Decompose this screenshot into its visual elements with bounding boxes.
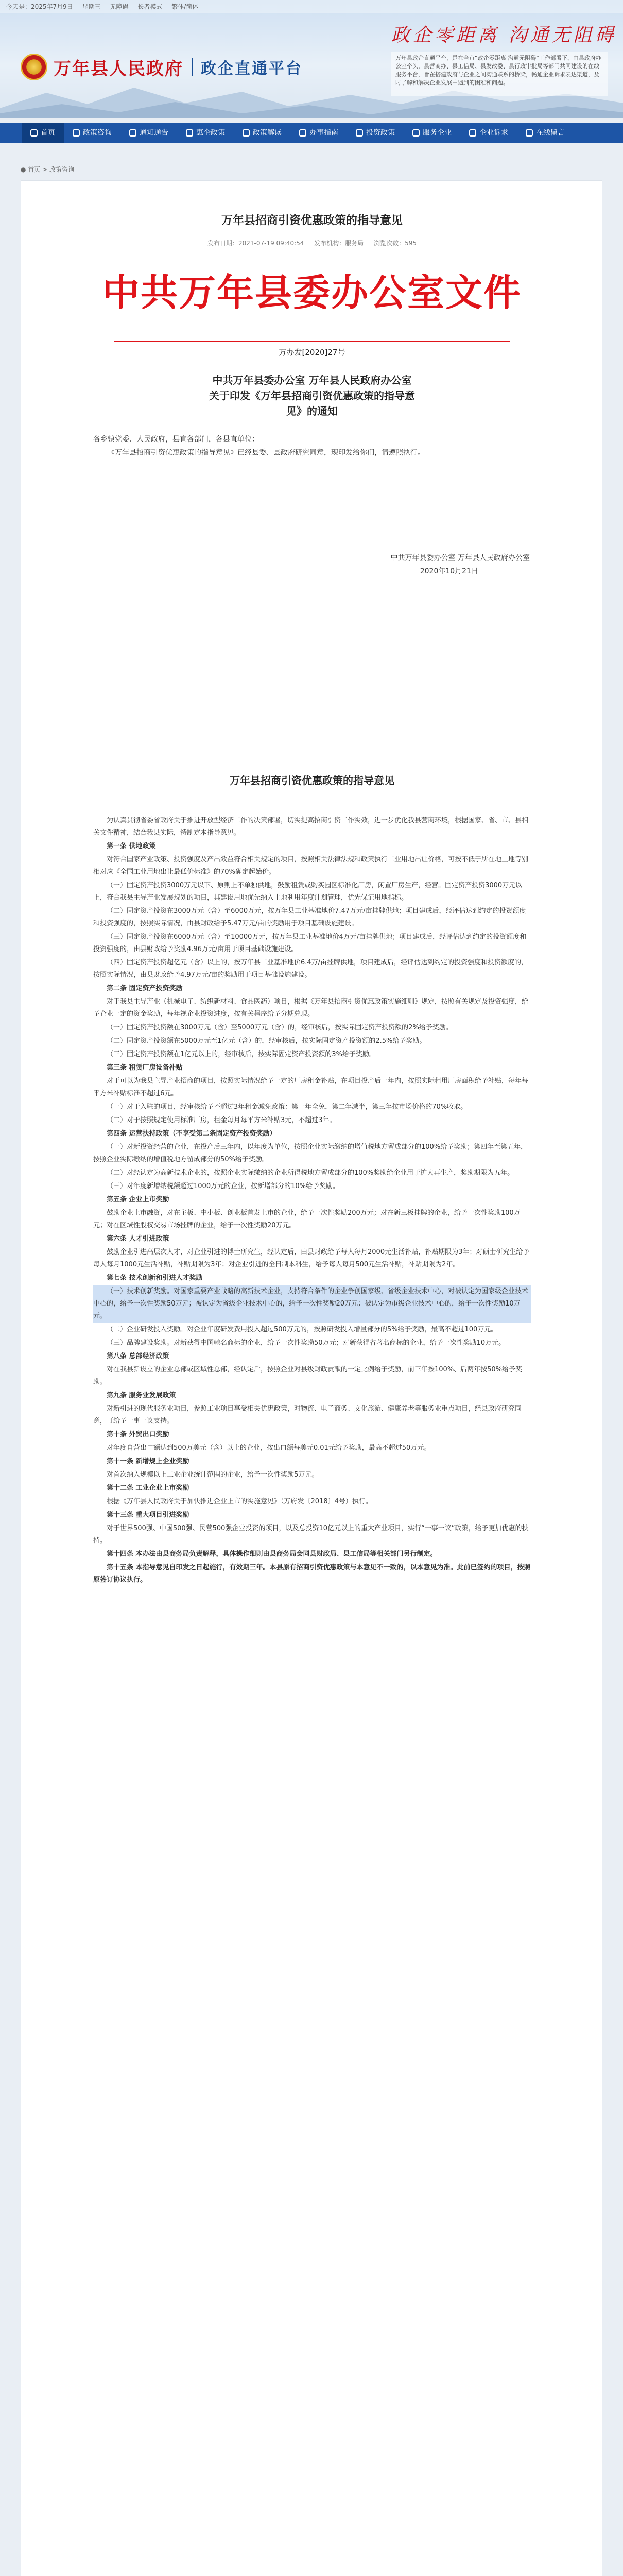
guide-icon bbox=[299, 129, 306, 137]
nav-home[interactable] bbox=[22, 123, 64, 143]
nav-notices[interactable] bbox=[120, 123, 177, 143]
nav-label: 在线留言 bbox=[536, 129, 565, 137]
nav-label: 惠企政策 bbox=[196, 129, 225, 137]
notice-text: 《万年县招商引资优惠政策的指导意见》已经县委、县政府研究同意，现印发给你们，请遵照执行。 bbox=[108, 449, 425, 457]
publish-date: 发布日期：2021-07-19 09:40:54 bbox=[207, 240, 304, 247]
top-bar bbox=[0, 0, 623, 13]
article-paragraph: 鼓励企业引进高层次人才，对企业引进的博士研究生，经认定后，由县财政给予每人每月2000元生活补贴，补贴期限为3年；对硕士研究生给予每人每月1000元生活补贴，补贴期限为3年；对企业引进的全日制本科生，给予每人每月500元生活补贴，补贴期限为2年。 bbox=[93, 1248, 530, 1268]
document-number: 万办发[2020]27号 bbox=[279, 348, 345, 357]
national-emblem-icon bbox=[21, 54, 47, 80]
nav-label: 服务企业 bbox=[423, 129, 452, 137]
article-paragraph: 根据《万年县人民政府关于加快推进企业上市的实施意见》（万府发〔2018〕4号）执行。 bbox=[107, 1498, 372, 1505]
article-panel bbox=[21, 180, 602, 2576]
service-icon bbox=[412, 129, 420, 137]
site-name: 万年县人民政府 bbox=[54, 58, 183, 79]
policy-icon bbox=[73, 129, 80, 137]
article-paragraph: （三）对年度新增纳税额超过1000万元的企业，按新增部分的10%给予奖励。 bbox=[107, 1182, 339, 1190]
article-paragraph: （一）固定资产投资3000万元以下、原则上不单独供地，鼓励租赁或购买园区标准化厂房，闲置厂房生产，经营。固定资产投资3000万元以上，符合我县主导产业发展规划的项目，其建设用地优先纳入土地利用年度计划管理，优先保证用地指标。 bbox=[93, 882, 523, 902]
platform-name: 政企直通平台 bbox=[201, 60, 303, 78]
view-count: 浏览次数：595 bbox=[374, 240, 417, 247]
article-paragraph: 对于可以为我县主导产业招商的项目，按照实际情况给予一定的厂房租金补贴，在项目投产后一年内，按照实际租用厂房面积给予补贴，每年每平方米补贴标准不超过6元。 bbox=[93, 1077, 529, 1097]
article-body bbox=[93, 815, 531, 1587]
nav-label: 首页 bbox=[41, 129, 55, 137]
article-paragraph: （一）技术创新奖励。对国家重要产业战略的高新技术企业，支持符合条件的企业争创国家级、省级企业技术中心，对被认定为国家级企业技术中心的，给予一次性奖励50万元；被认定为省级企业技术中心的，给予一次性奖励20万元；被认定为市级企业技术中心的，给予一次性奖励10万元。 bbox=[93, 1285, 531, 1323]
addressee: 各乡镇党委、人民政府，县直各部门，各县直单位： bbox=[93, 435, 259, 444]
article-paragraph: 对在我县新设立的企业总部或区域性总部，经认定后，按照企业对县级财政贡献的一定比例给予奖励，前三年按100%、后两年按50%给予奖励。 bbox=[93, 1366, 523, 1386]
section-heading: 第八条 总部经济政策 bbox=[107, 1352, 169, 1360]
nav-label: 办事指南 bbox=[309, 129, 338, 137]
location-icon: ● bbox=[21, 166, 26, 173]
site-header bbox=[0, 0, 623, 118]
appeal-icon bbox=[469, 129, 476, 137]
nav-label: 投资政策 bbox=[366, 129, 395, 137]
section-heading: 第五条 企业上市奖励 bbox=[107, 1196, 169, 1204]
interpret-icon bbox=[243, 129, 250, 137]
article-paragraph: （一）对新投资经营的企业，在投产后三年内，以年度为单位，按照企业实际缴纳的增值税地方留成部分的100%给予奖励；第四年至第五年，按照企业实际缴纳的增值税地方留成部分的50%给予奖励。 bbox=[93, 1143, 528, 1163]
breadcrumb bbox=[21, 165, 74, 174]
article-paragraph: （二）对于按照规定使用标准厂房，租金每月每平方米补贴3元，不超过3年。 bbox=[107, 1116, 336, 1124]
page-title: 万年县招商引资优惠政策的指导意见 bbox=[221, 214, 403, 227]
section-heading: 第二条 固定资产投资奖励 bbox=[107, 985, 183, 992]
nav-invest-policy[interactable] bbox=[347, 123, 404, 143]
document-title-line: 中共万年县委办公室 万年县人民政府办公室 bbox=[212, 374, 412, 386]
benefit-icon bbox=[186, 129, 193, 137]
red-header-rule bbox=[114, 341, 510, 342]
platform-intro: 万年县政企直通平台，是在全市“政企零距离·沟通无阻碍”工作部署下，由县政府办公室牵头，县营商办、县工信局、县发改委、县行政审批局等部门共同建设的在线服务平台，旨在搭建政府与企业之间沟通联系的桥梁，畅通企业诉求表达渠道，及时了解和解决企业发展中遇到的困难和问题。 bbox=[391, 52, 608, 96]
article-paragraph: 对于我县主导产业（机械电子、纺织新材料、食品医药）项目，根据《万年县招商引资优惠政策实施细则》规定，按照有关规定及投资强度，给予企业一定的资金奖励，每年视企业投资进度，按有关程序给予分期兑现。 bbox=[93, 998, 529, 1018]
date-text: 今天是：2025年7月9日 bbox=[6, 3, 73, 10]
weekday-text: 星期三 bbox=[82, 3, 101, 10]
notice-icon bbox=[129, 129, 136, 137]
section-heading: 第七条 技术创新和引进人才奖励 bbox=[107, 1274, 203, 1282]
section-heading: 第十条 外贸出口奖励 bbox=[107, 1431, 169, 1438]
article-paragraph: 对新引进的现代服务业项目，参照工业项目享受相关优惠政策，对物流、电子商务、文化旅游、健康养老等服务业重点项目，经县政府研究同意，可给予一事一议支持。 bbox=[93, 1405, 522, 1425]
section-heading: 第十一条 新增规上企业奖励 bbox=[107, 1458, 189, 1465]
article-paragraph: （三）固定资产投资额在1亿元以上的，经审核后，按实际固定资产投资额的3%给予奖励。 bbox=[107, 1050, 376, 1058]
nav-online-message[interactable] bbox=[517, 123, 574, 143]
signer: 中共万年县委办公室 万年县人民政府办公室 bbox=[390, 554, 530, 562]
section-heading: 第四条 运营扶持政策（不享受第二条固定资产投资奖励） bbox=[107, 1130, 276, 1138]
article-paragraph: （三）固定资产投资在6000万元（含）至10000万元，按万年县工业基准地价4万元/亩挂牌供地；项目建成后，经评估达到约定的投资额度和投资强度的，由县财政给予奖励4.96万元/亩用于项目基础设施建设。 bbox=[93, 933, 527, 953]
invest-icon bbox=[356, 129, 363, 137]
home-icon bbox=[30, 129, 38, 137]
section-heading: 第十四条 本办法由县商务局负责解释，具体操作细则由县商务局会同县财政局、县工信局等相关部门另行制定。 bbox=[107, 1550, 437, 1558]
section-heading: 第十二条 工业企业上市奖励 bbox=[107, 1484, 189, 1492]
nav-label: 政策咨询 bbox=[83, 129, 112, 137]
main-nav bbox=[0, 123, 623, 143]
red-header-title: 中共万年县委办公室文件 bbox=[102, 270, 522, 314]
article-paragraph: （三）品牌建设奖励。对新获得中国驰名商标的企业，给予一次性奖励50万元；对新获得省著名商标的企业，给予一次性奖励10万元。 bbox=[107, 1339, 506, 1347]
nav-label: 通知通告 bbox=[140, 129, 168, 137]
sign-date: 2020年10月21日 bbox=[420, 567, 478, 575]
nav-label: 企业诉求 bbox=[479, 129, 508, 137]
section-heading: 第九条 服务业发展政策 bbox=[107, 1392, 176, 1399]
article-paragraph: （二）固定资产投资额在5000万元至1亿元（含）的，经审核后，按实际固定资产投资额的2.5%给予奖励。 bbox=[107, 1037, 426, 1045]
nav-policy-interpret[interactable] bbox=[234, 123, 290, 143]
article-paragraph: 对符合国家产业政策、投资强度及产出效益符合相关规定的项目，按照相关法律法规和政策执行工业用地出让价格，可按不低于所在地土地等别相对应《全国工业用地出让最低价标准》的70%确定起始价。 bbox=[93, 856, 529, 876]
document-title-line: 关于印发《万年县招商引资优惠政策的指导意 bbox=[209, 389, 415, 402]
article-paragraph: （一）对于入驻的项目，经审核给予不超过3年租金减免政策：第一年全免，第二年减半，第三年按市场价格的70%收取。 bbox=[107, 1103, 468, 1111]
article-paragraph: （一）固定资产投资额在3000万元（含）至5000万元（含）的，经审核后，按实际固定资产投资额的2%给予奖励。 bbox=[107, 1024, 453, 1031]
nav-enterprise-appeal[interactable] bbox=[460, 123, 517, 143]
attachment-title: 万年县招商引资优惠政策的指导意见 bbox=[230, 774, 394, 787]
article-meta bbox=[21, 239, 603, 247]
article-paragraph: 鼓励企业上市融资，对在主板、中小板、创业板首发上市的企业，给予一次性奖励200万元；对在新三板挂牌的企业，给予一次性奖励100万元；对在区域性股权交易市场挂牌的企业，给予一次性奖励20万元。 bbox=[93, 1209, 521, 1229]
site-logo[interactable] bbox=[21, 52, 303, 82]
article-paragraph: 对于世界500强、中国500强、民营500强企业投资的项目，以及总投资10亿元以上的重大产业项目，实行“一事一议”政策，给予更加优惠的扶持。 bbox=[93, 1524, 529, 1545]
article-paragraph: 为认真贯彻省委省政府关于推进开放型经济工作的决策部署，切实提高招商引资工作实效，进一步优化我县营商环境，根据国家、省、市、县相关文件精神，结合我县实际，特制定本指导意见。 bbox=[93, 817, 529, 837]
slogan-text: 政企零距离 沟通无阻碍 bbox=[391, 25, 617, 46]
section-heading: 第六条 人才引进政策 bbox=[107, 1235, 169, 1243]
elder-mode-link[interactable]: 长者模式 bbox=[137, 3, 163, 10]
document-title bbox=[21, 372, 603, 419]
nav-service-guide[interactable] bbox=[290, 123, 347, 143]
article-paragraph: （二）固定资产投资在3000万元（含）至6000万元，按万年县工业基准地价7.47万元/亩挂牌供地；项目建成后，经评估达到约定的投资额度和投资强度的，按照实际情况，由县财政给予5.47万元/亩的奖励用于项目基础设施建设。 bbox=[93, 907, 526, 927]
section-heading: 第十三条 重大项目引进奖励 bbox=[107, 1511, 189, 1519]
nav-label: 政策解读 bbox=[253, 129, 282, 137]
section-heading: 第十五条 本指导意见自印发之日起施行，有效期三年。本县原有招商引资优惠政策与本意见不一致的，以本意见为准。此前已签约的项目，按照原签订协议执行。 bbox=[93, 1564, 531, 1584]
article-paragraph: 对年度自营出口额达到500万美元（含）以上的企业，按出口额每美元0.01元给予奖励，最高不超过50万元。 bbox=[107, 1444, 431, 1452]
language-toggle-link[interactable]: 繁体/简体 bbox=[171, 3, 199, 10]
nav-serve-enterprise[interactable] bbox=[404, 123, 460, 143]
article-paragraph: （四）固定资产投资超亿元（含）以上的，按万年县工业基准地价6.4万/亩挂牌供地，项目建成后，经评估达到约定的投资强度和投资额度的，按照实际情况，由县财政给予4.97万元/亩的奖励用于项目基础设施建设。 bbox=[93, 959, 528, 979]
section-heading: 第三条 租赁厂房设备补贴 bbox=[107, 1064, 183, 1072]
nav-policy-consult[interactable] bbox=[64, 123, 120, 143]
article-paragraph: （二）企业研发投入奖励。对企业年度研发费用投入超过500万元的，按照研发投入增量部分的5%给予奖励，最高不超过100万元。 bbox=[107, 1326, 498, 1333]
breadcrumb-text[interactable]: 首页 > 政策咨询 bbox=[28, 166, 74, 173]
message-icon bbox=[526, 129, 533, 137]
article-paragraph: （二）对经认定为高新技术企业的，按照企业实际缴纳的企业所得税地方留成部分的100%奖励给企业用于扩大再生产，奖励期限为五年。 bbox=[107, 1169, 514, 1177]
section-heading: 第一条 供地政策 bbox=[107, 842, 156, 850]
publish-source: 发布机构：服务局 bbox=[314, 240, 364, 247]
document-title-line: 见》的通知 bbox=[286, 405, 338, 417]
article-paragraph: 对首次纳入规模以上工业企业统计范围的企业，给予一次性奖励5万元。 bbox=[107, 1471, 319, 1479]
accessibility-link[interactable]: 无障碍 bbox=[110, 3, 129, 10]
title-divider bbox=[192, 58, 193, 76]
nav-benefit-policy[interactable] bbox=[177, 123, 234, 143]
